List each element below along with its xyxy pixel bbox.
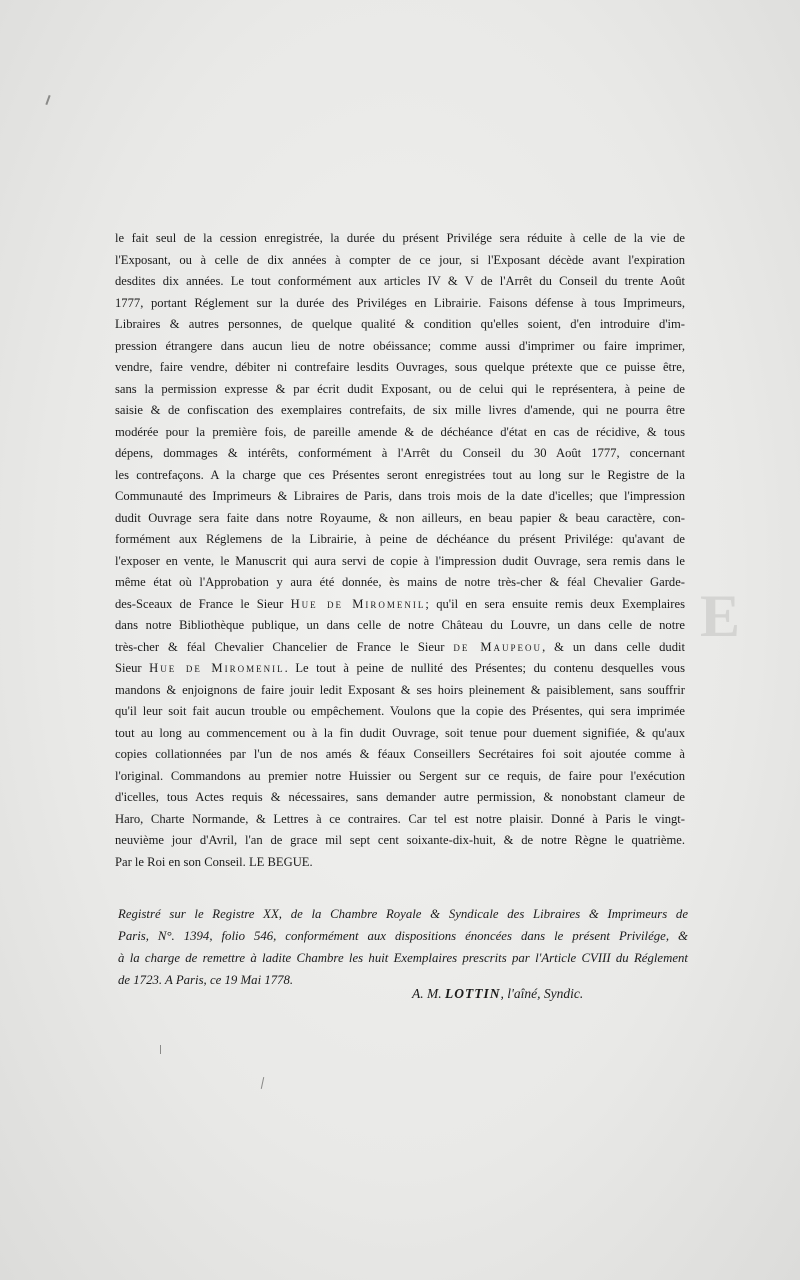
syndic-signature — [412, 986, 583, 1002]
text-line: même état où l'Approbation y aura été donnée, ès mains de notre très-cher & féal Chevalier Garde- — [115, 575, 685, 589]
text-line: Communauté des Imprimeurs & Libraires de Paris, dans trois mois de la date d'icelles; que l'impression — [115, 489, 685, 503]
text-line: l'exposer en vente, le Manuscrit qui aura servi de copie à l'impression dudit Ouvrage, sera remis dans le — [115, 553, 685, 568]
person-name: Hue de Miromenil — [290, 596, 426, 611]
text-line: qu'il leur soit fait aucun trouble ou empêchement. Voulons que la copie des Présentes, qui sera imprimée — [115, 704, 685, 718]
text-line: tout au long au commencement ou à la fin dudit Ouvrage, soit tenue pour duement signifiée, & qu'aux — [115, 725, 685, 740]
text-line: Haro, Charte Normande, & Lettres à ce contraires. Car tel est notre plaisir. Donné à Paris le vingt- — [115, 811, 685, 826]
text-line: copies collationnées par l'un de nos amés & féaux Conseillers Secrétaires foi soit ajoutée comme à — [115, 747, 685, 761]
registry-line: Registré sur le Registre XX, de la Chambre Royale & Syndicale des Libraires & Imprimeurs de — [118, 907, 688, 921]
registry-line: à la charge de remettre à ladite Chambre les huit Exemplaires prescrits par l'Article CVIII du Réglement — [118, 951, 688, 965]
show-through-letter: E — [700, 583, 741, 649]
text-line: dudit Ouvrage sera faite dans notre Royaume, & non ailleurs, en beau papier & beau caractère, con- — [115, 510, 685, 525]
text-line: dans notre Bibliothèque publique, un dans celle de notre Château du Louvre, un dans celle de notre — [115, 618, 685, 632]
text-line: formément aux Réglemens de la Librairie, à peine de déchéance du présent Privilége: qu'avant de — [115, 532, 685, 546]
person-name: Hue de Miromenil — [149, 661, 285, 675]
text-line: neuvième jour d'Avril, l'an de grace mil sept cent soixante-dix-huit, & de notre Règne le quatrième. — [115, 833, 685, 847]
registry-line: Paris, N°. 1394, folio 546, conformément aux dispositions énoncées dans le présent Privilége, & — [118, 929, 688, 943]
text-line: saisie & de confiscation des exemplaires contrefaits, de six mille livres d'amende, qui ne pourra être — [115, 403, 685, 417]
text-line: très-cher & féal Chevalier Chancelier de France le Sieur de Maupeou, & un dans celle dudit — [115, 639, 685, 654]
text-line: Libraires & autres personnes, de quelque qualité & condition qu'elles soient, d'en introduire d'im- — [115, 317, 685, 331]
closing-signer: LE BEGUE. — [248, 854, 313, 869]
text-line: 1777, portant Réglement sur la durée des Priviléges en Librairie. Faisons défense à tous Imprimeurs, — [115, 295, 685, 310]
registry-note — [118, 903, 688, 991]
text-line: Sieur Hue de Miromenil. Le tout à peine de nullité des Présentes; du contenu desquelles vous — [115, 661, 686, 675]
paper-blemish — [160, 1045, 161, 1054]
paper-blemish — [261, 1077, 264, 1089]
closing-line: Par le Roi en son Conseil. LE BEGUE. — [115, 854, 313, 869]
text-line: des-Sceaux de France le Sieur Hue de Miromenil; qu'il en sera ensuite remis deux Exemplaires — [115, 596, 685, 611]
text-line: vendre, faire vendre, débiter ni contrefaire lesdits Ouvrages, sous quelque prétexte que ce puisse être, — [115, 360, 685, 374]
signature-suffix: , l'aîné, Syndic. — [500, 986, 584, 1001]
text-line: le fait seul de la cession enregistrée, la durée du présent Privilége sera réduite à celle de la vie de — [115, 231, 685, 245]
text-line: les contrefaçons. A la charge que ces Présentes seront enregistrées tout au long sur le Registre de la — [115, 467, 685, 482]
privilege-text — [115, 228, 685, 873]
text-line: l'Exposant, ou à celle de dix années à compter de ce jour, si l'Exposant décède avant l'expiration — [115, 252, 685, 267]
text-line: l'original. Commandons au premier notre Huissier ou Sergent sur ce requis, de faire pour l'exécution — [115, 768, 685, 783]
signature-initials: A. M. — [412, 986, 442, 1001]
registry-line: de 1723. A Paris, ce 19 Mai 1778. — [118, 973, 294, 987]
signature-name: LOTTIN — [445, 986, 501, 1001]
text-line: d'icelles, tous Actes requis & nécessaires, sans demander autre permission, & nonobstant clameur de — [115, 790, 685, 804]
text-line: desdites dix années. Le tout conformément aux articles IV & V de l'Arrêt du Conseil du trente Août — [115, 274, 685, 288]
paper-blemish — [45, 95, 50, 105]
person-name: de Maupeou — [453, 639, 543, 654]
text-line: modérée pour la première fois, de pareille amende & de déchéance d'état en cas de récidive, & tous — [115, 424, 685, 439]
text-line: mandons & enjoignons de faire jouir ledit Exposant & ses hoirs pleinement & paisiblement, sans souffrir — [115, 682, 685, 697]
text-line: dépens, dommages & intérêts, conformément à l'Arrêt du Conseil du 30 Août 1777, concernant — [115, 446, 685, 460]
text-line: sans la permission expresse & par écrit dudit Exposant, ou de celui qui le représentera, à peine de — [115, 381, 685, 396]
text-line: pression étrangere dans aucun lieu de notre obéissance; comme aussi d'imprimer ou faire imprimer, — [115, 338, 685, 353]
